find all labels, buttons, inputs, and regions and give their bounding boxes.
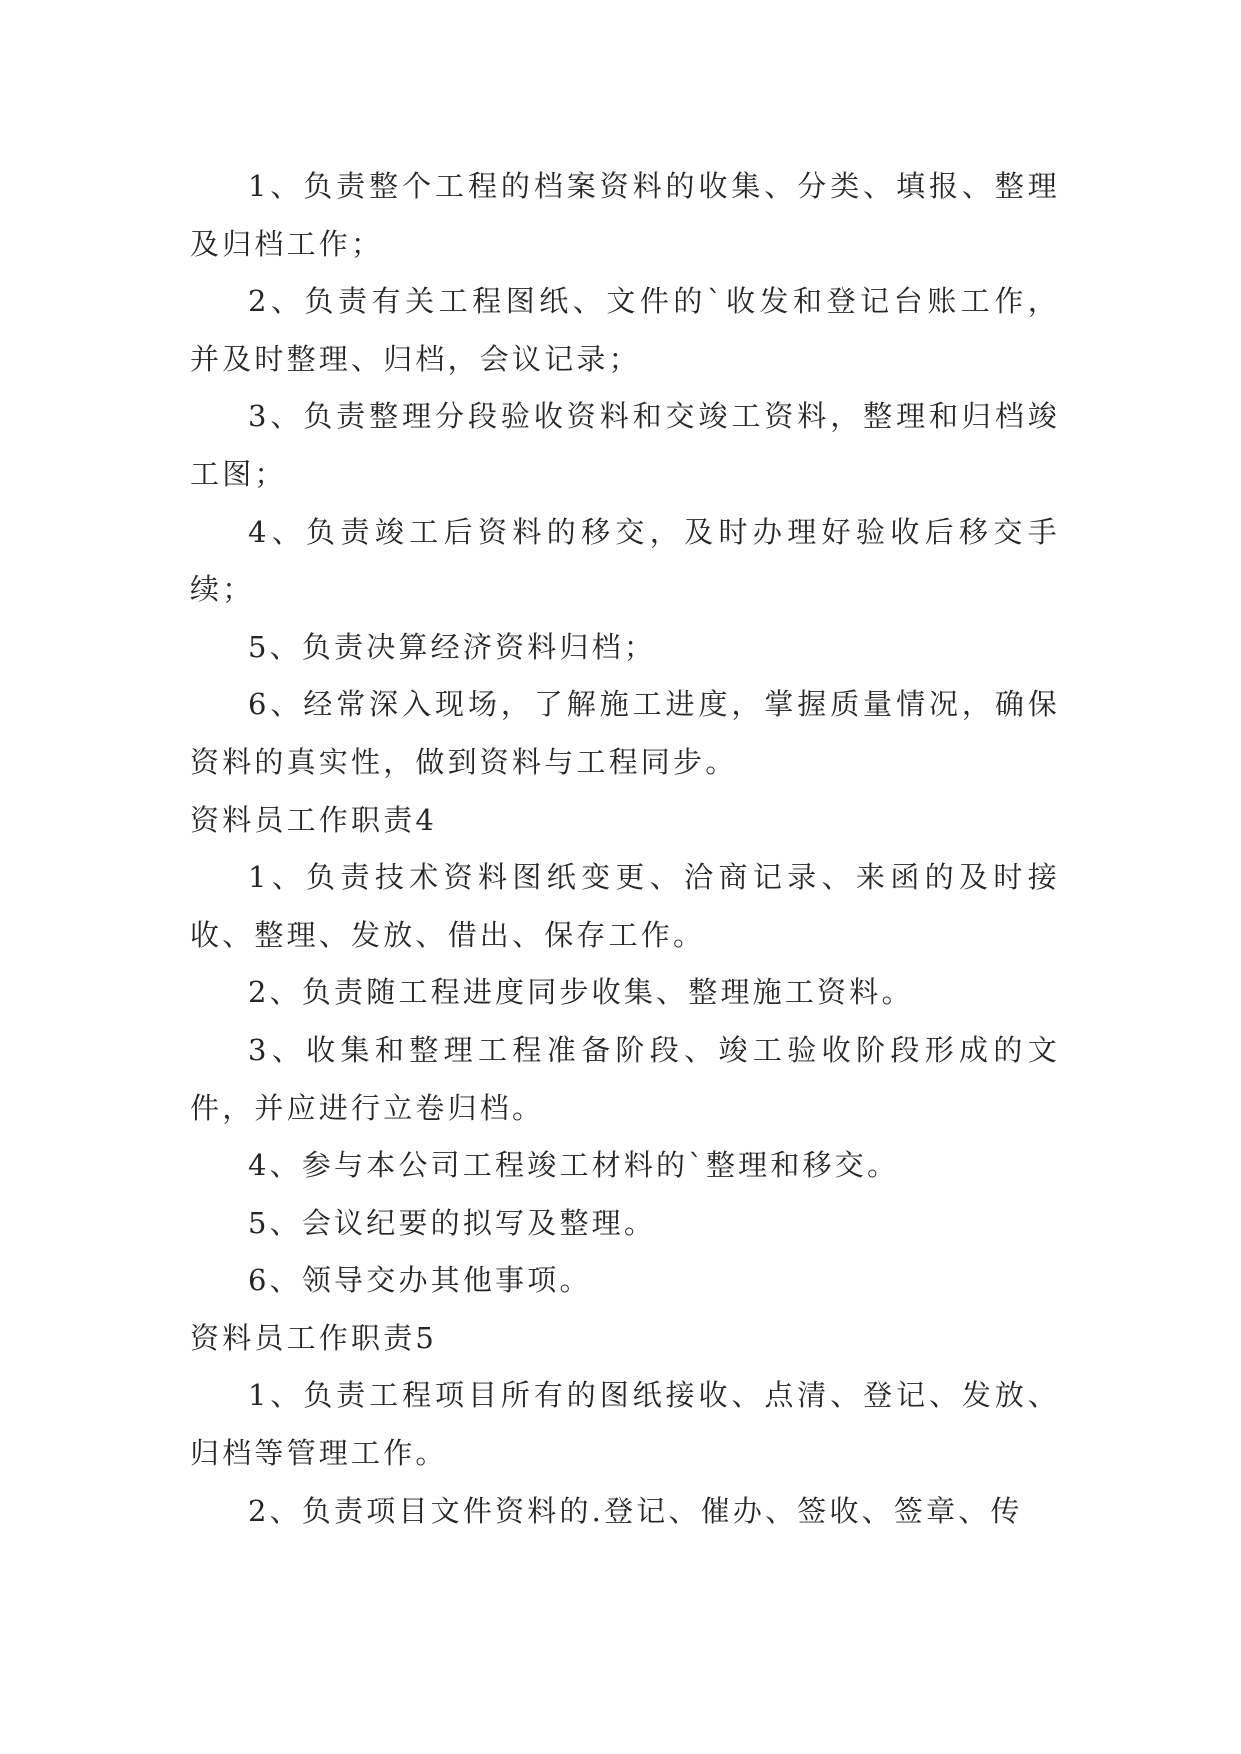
- section-heading: 资料员工作职责5: [190, 1320, 438, 1355]
- list-item: 3、负责整理分段验收资料和交竣工资料，整理和归档竣工图；: [190, 399, 1060, 491]
- section-heading: 资料员工作职责4: [190, 802, 438, 837]
- list-item: 4、参与本公司工程竣工材料的`整理和移交。: [248, 1148, 900, 1183]
- list-item: 1、负责技术资料图纸变更、洽商记录、来函的及时接收、整理、发放、借出、保存工作。: [190, 860, 1060, 952]
- list-item: 1、负责工程项目所有的图纸接收、点清、登记、发放、归档等管理工作。: [190, 1378, 1060, 1471]
- list-item: 2、负责随工程进度同步收集、整理施工资料。: [248, 975, 914, 1010]
- list-item: 5、会议纪要的拟写及整理。: [248, 1205, 657, 1240]
- list-item: 6、经常深入现场，了解施工进度，掌握质量情况，确保资料的真实性，做到资料与工程同步。: [190, 687, 1060, 779]
- list-item: 3、收集和整理工程准备阶段、竣工验收阶段形成的文件，并应进行立卷归档。: [190, 1032, 1060, 1125]
- list-item: 5、负责决算经济资料归档；: [248, 629, 657, 664]
- list-item: 2、负责有关工程图纸、文件的`收发和登记台账工作，并及时整理、归档，会议记录；: [190, 284, 1060, 376]
- document-body: [190, 158, 1060, 1540]
- list-item: 1、负责整个工程的档案资料的收集、分类、填报、整理及归档工作；: [190, 169, 1060, 261]
- list-item: 2、负责项目文件资料的.登记、催办、签收、签章、传: [248, 1493, 1023, 1528]
- list-item: 6、领导交办其他事项。: [248, 1263, 592, 1298]
- list-item: 4、负责竣工后资料的移交，及时办理好验收后移交手续；: [190, 514, 1060, 607]
